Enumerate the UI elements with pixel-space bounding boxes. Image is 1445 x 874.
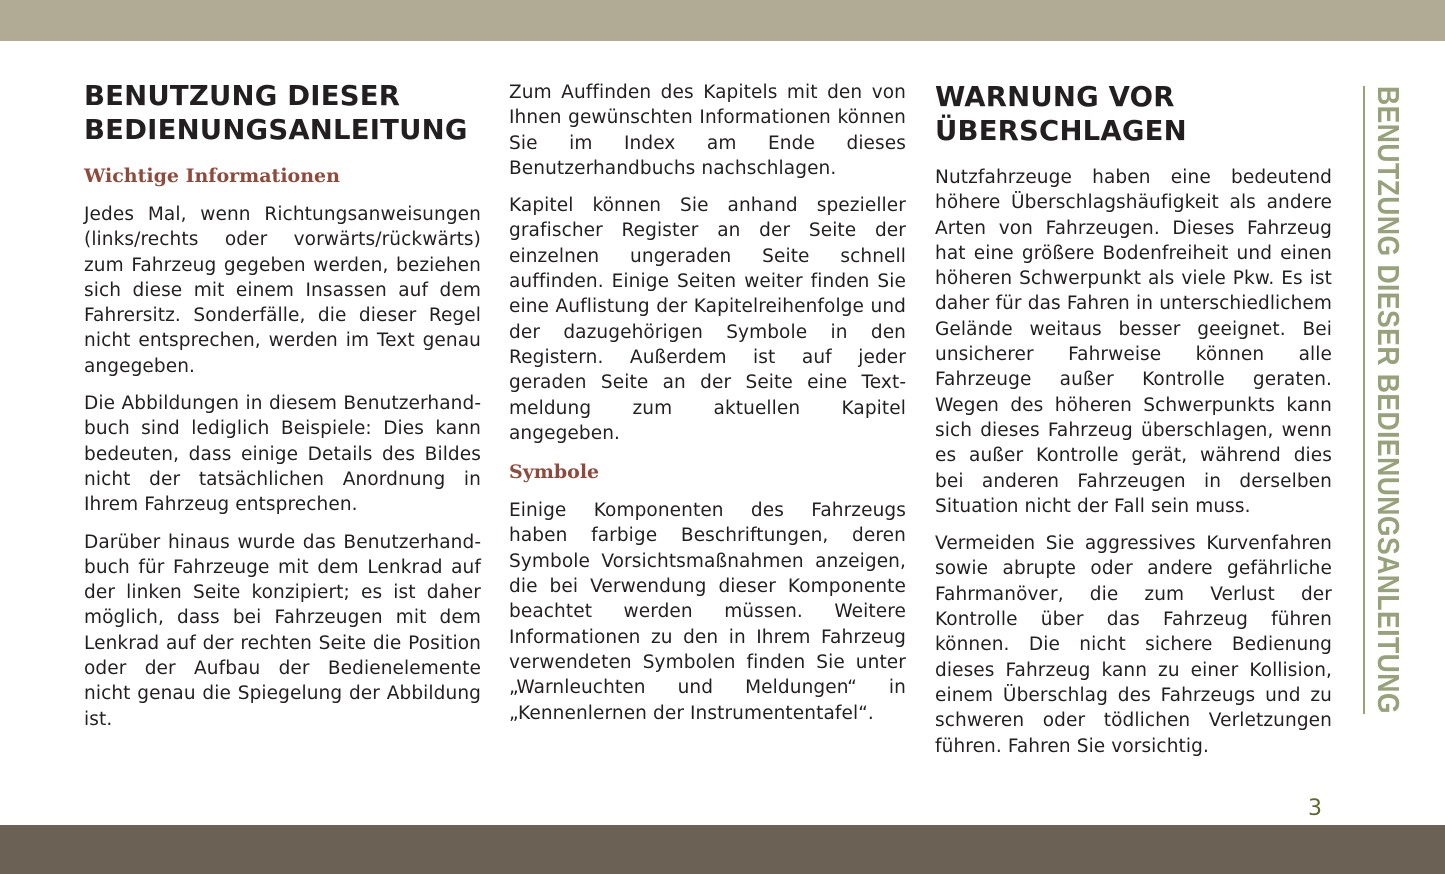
middle-column	[509, 80, 906, 738]
paragraph-symbole: Einige Komponenten des Fahrzeugs haben farbige Beschriftungen, deren Symbole Vorsichtsmaßnahmen anzeigen, die bei Verwendung dieser Komponente beachtet werden müssen. Weitere Informationen zu den in Ihrem Fahrzeug verwendeten Symbolen finden Sie unter „Warnleuchten und Meldungen“ in „Kennenlernen der Instrumententafel“.	[509, 500, 906, 724]
page-number: 3	[1308, 796, 1322, 821]
subheading-symbole: Symbole	[509, 461, 600, 484]
paragraph-index: Zum Auffinden des Kapitels mit den von Ihnen gewünschten Informationen können Sie im Index am Ende dieses Benutzerhandbuchs nachschlagen.	[509, 82, 906, 179]
paragraph-lenkrad: Darüber hinaus wurde das Benutzerhandbuch für Fahrzeuge mit dem Lenkrad auf der linken Seite konzipiert; es ist daher möglich, dass bei Fahrzeugen mit dem Lenkrad auf der rechten Seite die Position oder der Aufbau der Bedienelemente nicht genau die Spiegelung der Abbildung ist.	[84, 531, 481, 730]
section-title-warnung: WARNUNG VOR ÜBERSCHLAGEN	[935, 81, 1187, 147]
paragraph-abbildungen: Die Abbildungen in diesem Benutzerhandbuch sind lediglich Beispiele: Dies kann bedeuten, dass einige Details des Bildes nicht der tatsächlichen Anordnung in Ihrem Fahrzeug entsprechen.	[84, 393, 481, 516]
left-column	[84, 80, 481, 744]
paragraph-richtungsanweisungen: Jedes Mal, wenn Richtungsanweisungen (links/rechts oder vorwärts/rückwärts) zum Fahrzeug gegeben werden, beziehen sich diese mit einem Insassen auf dem Fahrersitz. Sonderfälle, die dieser Regel nicht entsprechen, werden im Text genau angegeben.	[84, 204, 481, 377]
header-band	[0, 0, 1445, 41]
section-title-benutzung: BENUTZUNG DIESER BEDIENUNGSANLEITUNG	[84, 80, 468, 146]
paragraph-ueberschlagshaeufigkeit: Nutzfahrzeuge haben eine bedeutend höhere Überschlagshäufigkeit als andere Arten von Fahrzeugen. Dieses Fahrzeug hat eine größere Bodenfreiheit und einen höheren Schwerpunkt als viele Pkw. Es ist daher für das Fahren in unterschiedlichem Gelände weitaus besser geeignet. Bei unsicherer Fahrweise können alle Fahrzeuge außer Kontrolle geraten. Wegen des höheren Schwerpunkts kann sich dieses Fahrzeug überschlagen, wenn es außer Kontrolle gerät, während dies bei anderen Fahrzeugen in derselben Situation nicht der Fall sein muss.	[935, 167, 1332, 517]
side-tab-label: BENUTZUNG DIESER BEDIENUNGSANLEITUNG	[1371, 86, 1406, 714]
right-column	[935, 80, 1332, 771]
paragraph-register: Kapitel können Sie anhand spezieller grafischer Register an der Seite der einzelnen ungeraden Seite schnell auffinden. Einige Seiten weiter finden Sie eine Auflistung der Kapitelreihenfolge und der dazugehörigen Symbole in den Registern. Außerdem ist auf jeder geraden Seite an der Seite eine Textmeldung zum aktuellen Kapitel angegeben.	[509, 195, 906, 444]
subheading-wichtige-informationen: Wichtige Informationen	[84, 165, 340, 187]
footer-band	[0, 825, 1445, 874]
paragraph-kurvenfahren: Vermeiden Sie aggressives Kurvenfahren sowie abrupte oder andere gefährliche Fahrmanöver, die zum Verlust der Kontrolle über das Fahrzeug führen können. Die nicht sichere Bedienung dieses Fahrzeug kann zu einer Kollision, einem Überschlag des Fahrzeugs und zu schweren oder tödlichen Verletzungen führen. Fahren Sie vorsichtig.	[935, 533, 1332, 757]
